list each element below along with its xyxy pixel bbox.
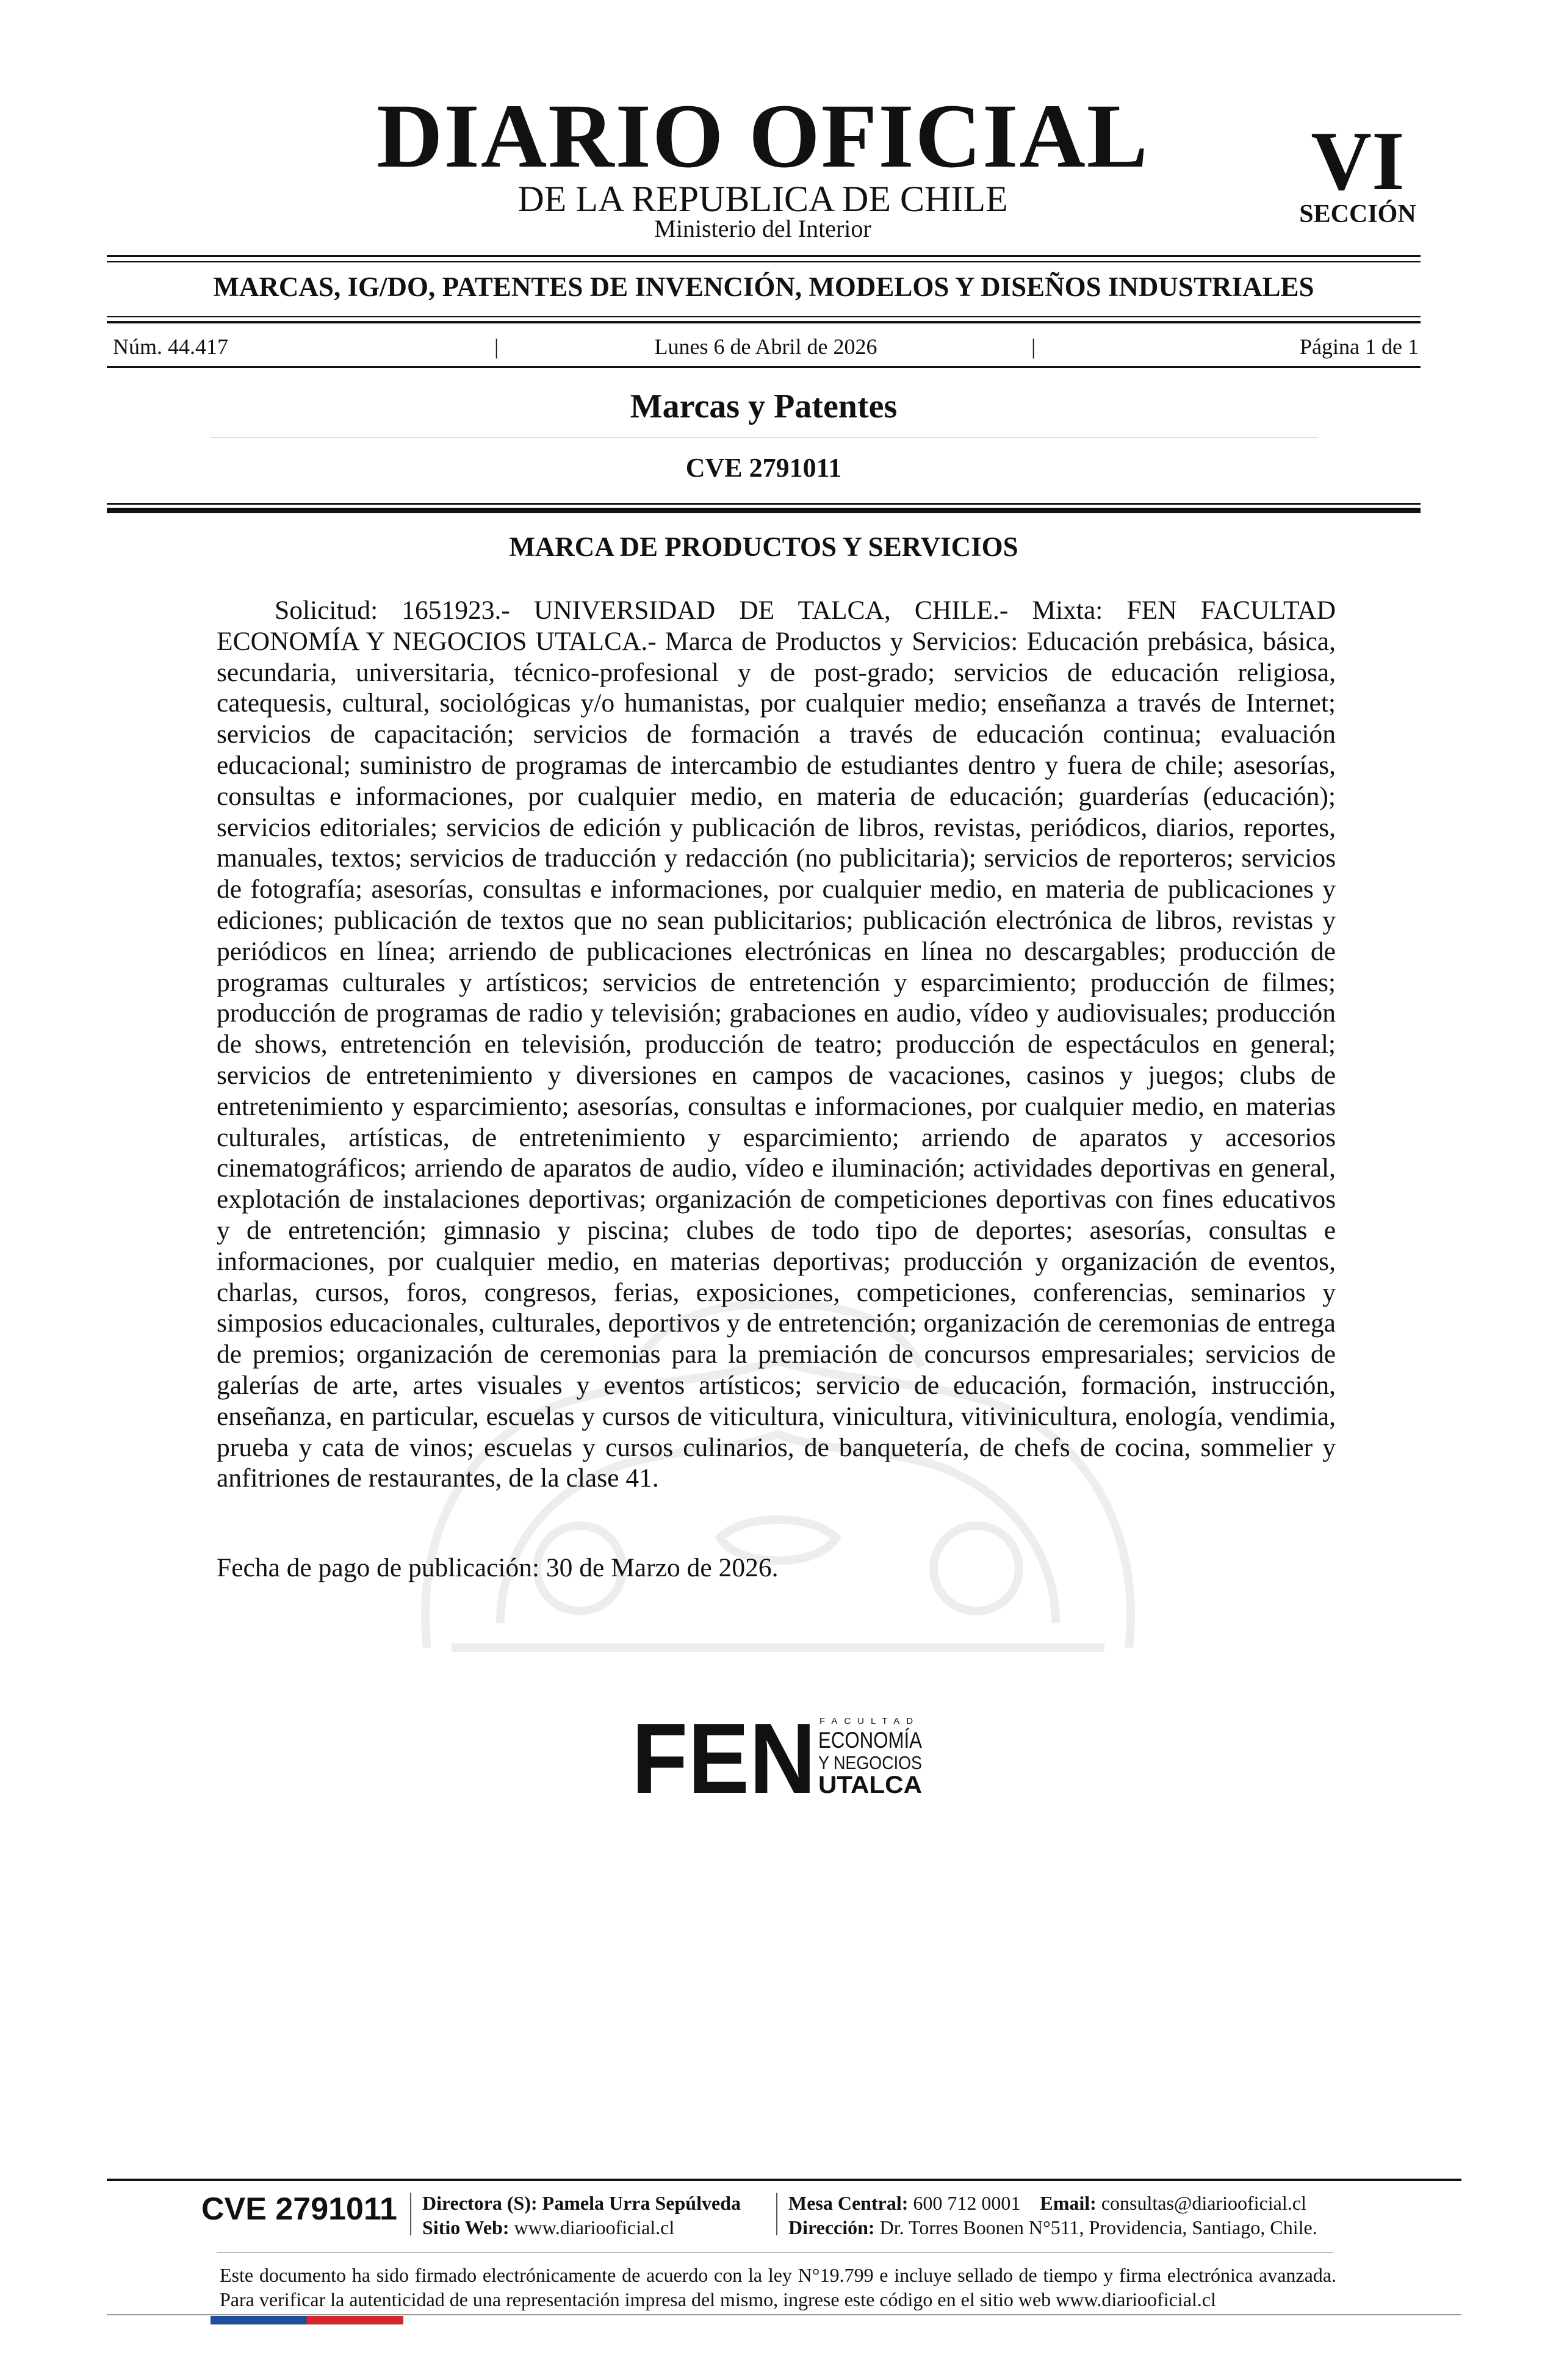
masthead-rule-top xyxy=(107,255,1421,257)
website-link[interactable]: www.diariooficial.cl xyxy=(514,2216,675,2238)
ministry-label: Ministerio del Interior xyxy=(654,215,871,242)
email-label: Email: xyxy=(1040,2192,1097,2214)
section-number: VI xyxy=(1311,114,1405,207)
fen-utalca-logo xyxy=(632,1703,924,1814)
issue-info-row xyxy=(113,333,1419,360)
svg-text:FACULTAD: FACULTAD xyxy=(819,1716,920,1726)
issue-rule xyxy=(107,366,1421,368)
masthead-rule-top-thin xyxy=(107,261,1421,262)
phone-label: Mesa Central: xyxy=(788,2192,909,2214)
svg-text:Y NEGOCIOS: Y NEGOCIOS xyxy=(818,1752,922,1773)
footer-divider xyxy=(410,2193,411,2235)
director-label: Directora (S): xyxy=(422,2192,538,2214)
cve-code: CVE 2791011 xyxy=(685,453,842,483)
page-indicator: Página 1 de 1 xyxy=(1300,334,1419,359)
email-link[interactable]: consultas@diariooficial.cl xyxy=(1101,2192,1306,2214)
svg-text:ECONOMÍA: ECONOMÍA xyxy=(818,1728,923,1753)
flag-stripe-red xyxy=(307,2316,403,2324)
footer-divider-line xyxy=(217,2252,1333,2253)
phone-number: 600 712 0001 xyxy=(913,2192,1021,2214)
issue-separator: | xyxy=(1031,334,1036,359)
category-rule xyxy=(107,321,1421,323)
trademark-description: Solicitud: 1651923.- UNIVERSIDAD DE TALCA, CHILE.- Mixta: FEN FACULTAD ECONOMÍA Y NEGOCIOS UTALCA.- Marca de Productos y Servicios: Educación prebásica, básica, secundaria, universitaria, técnico-profesional y de post-grado; servicios de educación religiosa, catequesis, cultural, sociológicas y/o humanistas, por cualquier medio; enseñanza a través de Internet; servicios de capacitación; servicios de formación a través de educación continua; evaluación educacional; suministro de programas de intercambio de estudiantes dentro y fuera de chile; asesorías, consultas e informaciones, por cualquier medio, en materia de educación; guarderías (educación); servicios editoriales; servicios de edición y publicación de libros, revistas, periódicos, diarios, reportes, manuales, textos; servicios de traducción y redacción (no publicitaria); servicios de reporteros; servicios de fotografía; asesorías, consultas e informaciones, por cualquier medio, en materia de publicaciones y ediciones; publicación de textos que no sean publicitarios; publicación electrónica de libros, revistas y periódicos en línea; arriendo de publicaciones electrónicas en línea no descargables; producción de programas culturales y artísticos; servicios de entretención y esparcimiento; producción de filmes; producción de programas de radio y televisión; grabaciones en audio, vídeo y audiovisuales; producción de shows, entretención en televisión, producción de teatro; producción de espectáculos en general; servicios de entretenimiento y diversiones en campos de vacaciones, casinos y juegos; clubs de entretenimiento y esparcimiento; asesorías, consultas e informaciones, por cualquier medio, en materias culturales, artísticas, de entretenimiento y esparcimiento; arriendo de aparatos y accesorios cinematográficos; arriendo de aparatos de audio, vídeo e iluminación; actividades deportivas en general, explotación de instalaciones deportivas; organización de competiciones deportivas con fines educativos y de entretención; gimnasio y piscina; clubes de todo tipo de deportes; asesorías, consultas e informaciones, por cualquier medio, en materias deportivas; producción y organización de eventos, charlas, cursos, foros, congresos, ferias, exposiciones, competiciones, conferencias, seminarios y simposios educacionales, culturales, deportivos y de entretención; organización de ceremonias de entrega de premios; organización de ceremonias para la premiación de concursos empresariales; servicios de galerías de arte, artes visuales y eventos artísticos; servicio de educación, formación, instrucción, enseñanza, en particular, escuelas y cursos de viticultura, vinicultura, vitivinicultura, enología, vendimia, prueba y cata de vinos; escuelas y cursos culinarios, de banquetería, de chefs de cocina, sommelier y anfitriones de restaurantes, de la clase 41. xyxy=(217,596,1336,1493)
footer-bottom-rule xyxy=(107,2314,1461,2315)
issue-separator: | xyxy=(494,334,499,359)
header-rule-thin xyxy=(107,503,1421,505)
document-type-heading: MARCA DE PRODUCTOS Y SERVICIOS xyxy=(509,532,1018,562)
address-text: Dr. Torres Boonen N°511, Providencia, Santiago, Chile. xyxy=(879,2216,1317,2238)
footer-divider xyxy=(776,2193,777,2235)
flag-stripe-blue xyxy=(211,2316,307,2324)
svg-text:UTALCA: UTALCA xyxy=(818,1772,922,1798)
legal-notice: Este documento ha sido firmado electrónicamente de acuerdo con la ley N°19.799 e incluye sellado de tiempo y firma electrónica avanzada. Para verificar la autenticidad de una representación impresa del mismo, ingrese este código en el sitio web www.diariooficial.cl xyxy=(220,2264,1336,2310)
footer-contact-left xyxy=(422,2191,782,2240)
footer-rule xyxy=(107,2179,1461,2181)
address-label: Dirección: xyxy=(788,2216,875,2238)
website-label: Sitio Web: xyxy=(422,2216,510,2238)
svg-text:FEN: FEN xyxy=(632,1703,816,1814)
section-label: SECCIÓN xyxy=(1299,200,1416,228)
newspaper-subtitle: DE LA REPUBLICA DE CHILE xyxy=(517,179,1008,219)
director-name: Pamela Urra Sepúlveda xyxy=(542,2192,741,2214)
category-heading: MARCAS, IG/DO, PATENTES DE INVENCIÓN, MODELOS Y DISEÑOS INDUSTRIALES xyxy=(213,272,1314,302)
category-rule-thin xyxy=(107,316,1421,317)
issue-number: Núm. 44.417 xyxy=(113,334,228,359)
issue-date: Lunes 6 de Abril de 2026 xyxy=(654,334,877,359)
footer-cve-code: CVE 2791011 xyxy=(201,2191,397,2227)
section-divider xyxy=(211,437,1318,438)
newspaper-title: DIARIO OFICIAL xyxy=(376,85,1149,187)
header-rule-thick xyxy=(107,508,1421,513)
footer-contact-right xyxy=(788,2191,1362,2240)
section-title: Marcas y Patentes xyxy=(630,388,898,425)
payment-date: Fecha de pago de publicación: 30 de Marzo de 2026. xyxy=(217,1553,779,1582)
